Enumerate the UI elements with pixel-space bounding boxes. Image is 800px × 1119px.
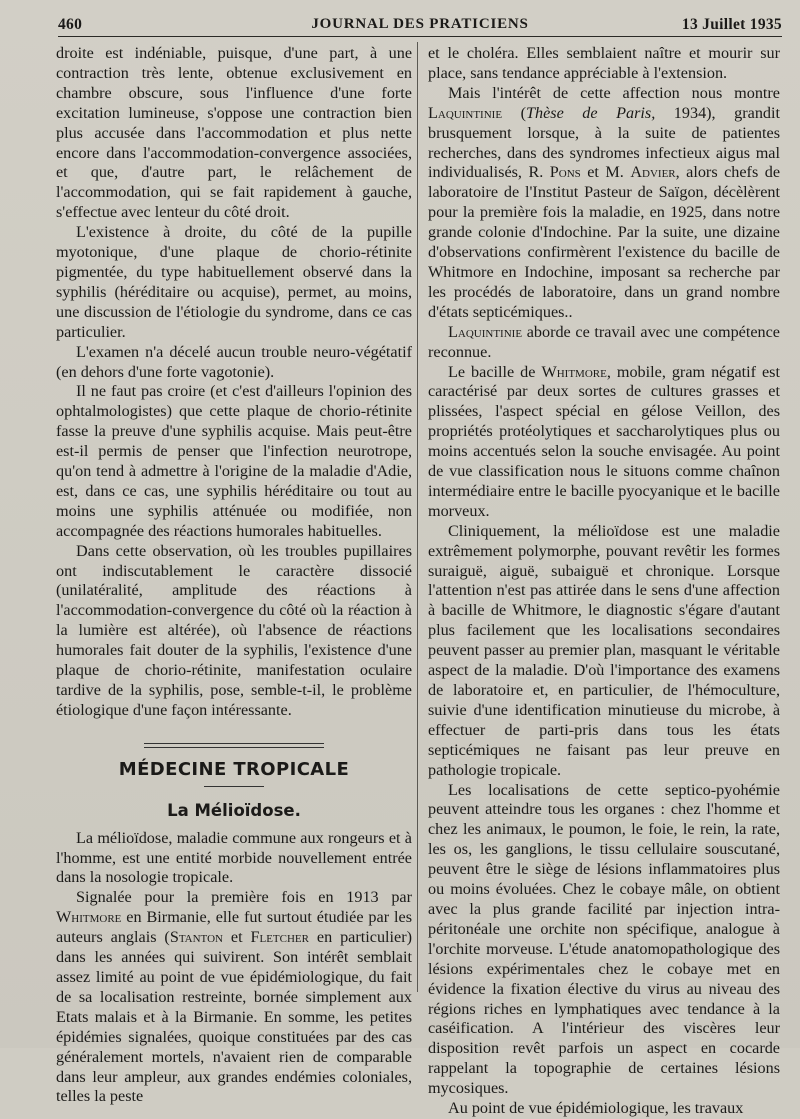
paragraph: Les localisations de cette septico-pyohémie peuvent atteindre tous les organes : chez l'homme et chez les animaux, le poumon, le foie, le rein, la rate, les os, les ganglions, le tissu cellulaire souscutané, peuvent être le siège de lésions inflammatoires plus ou moins évoluées. Chez le cobaye mâle, on obtient avec la plus grande facilité par injection intra-péritonéale une orchite non spécifique, analogue à l'orchite morveuse. L'étude anatomopathologique des lésions expérimentales chez le cobaye met en évidence la fixation élective du virus au niveau des régions riches en lymphatiques avec tendance à la caséification. A l'intérieur des viscères leur disposition revêt parfois un aspect en cocarde rappelant la topographie de certaines lésions mycosiques. xyxy=(428,780,780,1098)
paragraph: La mélioïdose, maladie commune aux rongeurs et à l'homme, est une entité morbide nouvellement entrée dans la nosologie tropicale. xyxy=(56,828,412,887)
paragraph xyxy=(428,363,780,522)
journal-title: JOURNAL DES PRATICIENS xyxy=(311,16,529,32)
author-name: Whitmore xyxy=(541,362,607,381)
author-name: Whitmore xyxy=(56,908,122,927)
author-name: Fletcher xyxy=(250,928,309,947)
author-name: Stanton xyxy=(169,928,223,947)
text-run: Mais l'intérêt de cette affection nous montre xyxy=(448,83,780,102)
short-rule-divider xyxy=(204,786,264,787)
paragraph: Au point de vue épidémiologique, les travaux xyxy=(448,1099,744,1118)
paragraph: L'examen n'a décelé aucun trouble neuro-végétatif (en dehors d'une forte vagotonie). xyxy=(56,342,412,381)
page-number: 460 xyxy=(58,16,83,33)
author-name: Pons xyxy=(549,163,581,182)
thesis-citation: Thèse de Paris, xyxy=(525,103,656,122)
text-run: et xyxy=(222,928,251,947)
text-run: 1934), grandit brusquement lorsque, à la suite de patientes recherches, dans des syndromes infectieux aigus mal individualisés, R. xyxy=(428,103,781,182)
text-run: en Birmanie, elle fut surtout étudiée par les auteurs anglais ( xyxy=(56,908,412,947)
double-rule-divider xyxy=(144,743,324,748)
section-title: MÉDECINE TROPICALE xyxy=(118,758,350,780)
paragraph: Cliniquement, la mélioïdose est une maladie extrêmement polymorphe, pouvant revêtir les formes suraiguë, aiguë, subaiguë et chronique. Lorsque l'attention n'est pas attirée dans le sens d'une affection à bacille de Whitmore, le diagnostic s'égare d'autant plus facilement que les localisations secondaires peuvent passer au premier plan, masquant le véritable aspect de la maladie. D'où l'importance des examens de laboratoire et, en particulier, de l'hémoculture, suivie d'une identification minutieuse du microbe, à effectuer de parti-pris dans tous les états septicémiques ne faisant pas leur preuve en pathologie tropicale. xyxy=(428,521,780,779)
issue-date: 13 Juillet 1935 xyxy=(681,16,782,33)
article-title: La Mélioïdose. xyxy=(167,800,301,820)
paragraph xyxy=(428,323,780,363)
author-name: Laquintinie xyxy=(448,322,523,341)
column-divider xyxy=(417,42,418,992)
left-column xyxy=(56,44,412,1107)
paragraph: L'existence à droite, du côté de la pupille myotonique, d'une plaque de chorio-rétinite pigmentée, du type habituellement observé dans la syphilis (héréditaire ou acquise), permet, au moins, une discussion de l'étiologie du syndrome, dans ce cas particulier. xyxy=(56,223,412,341)
paragraph xyxy=(56,888,412,1107)
text-run: Signalée pour la première fois en 1913 par xyxy=(76,888,412,907)
right-column xyxy=(428,44,780,1119)
paragraph: droite est indéniable, puisque, d'une part, à une contraction très lente, obtenue exclusivement en chambre obscure, sous l'influence d'une forte excitation lumineuse, s'oppose une contraction bien plus accusée dans l'accommodation et plus nette encore dans l'accommodation-convergence associées, et que, d'autre part, le relâchement de l'accommodation, qui se fait rapidement à gauche, s'effectue avec lenteur du côté droit. xyxy=(56,44,412,222)
text-run: ( xyxy=(502,103,526,122)
running-header xyxy=(58,14,782,37)
text-run: aborde ce travail avec une compétence reconnue. xyxy=(428,322,780,361)
text-run: , alors chefs de laboratoire de l'Institut Pasteur de Saïgon, décèlèrent pour la première fois la maladie, en 1925, dans notre grande colonie d'Indochine. Par la suite, une dizaine d'observations confirmèrent l'existence du bacille de Whitmore en Indochine, imposant sa recherche par les procédés de laboratoire, dans un grand nombre d'états septicémiques.. xyxy=(428,163,780,321)
paragraph: et le choléra. Elles semblaient naître et mourir sur place, sans tendance appréciable à l'extension. xyxy=(428,44,780,82)
text-run: , mobile, gram négatif est caractérisé par deux sortes de cultures grasses et plissées, l'aspect spécial en gélose Veillon, des propriétés protéolytiques et saccharolytiques plus ou moins accentués selon la souche envisagée. Au point de vue classification nous le situons comme chaînon intermédiaire entre le bacille pyocyanique et le bacille morveux. xyxy=(428,362,780,520)
author-name: Laquintinie xyxy=(428,103,503,122)
text-run: en particulier) dans les années qui suivirent. Son intérêt semblait assez limité au point de vue épidémiologique, du fait de sa localisation restreinte, bornée simplement aux Etats malais et à la Birmanie. En somme, les petites épidémies signalées, quoique constituées par des cas généralement mortels, n'avaient rien de comparable dans leur ampleur, aux grandes endémies coloniales, telles la peste xyxy=(56,928,412,1106)
paragraph: Dans cette observation, où les troubles pupillaires ont indiscutablement le caractère dissocié (unilatéralité, amplitude des réactions à l'accommodation-convergence du côté où la réaction à la lumière est altérée), où l'absence de réactions humorales fait douter de la syphilis, l'existence d'une plaque de chorio-rétinite, manifestation oculaire tardive de la syphilis, pose, semble-t-il, le problème étiologique d'une façon intéressante. xyxy=(56,541,412,719)
paragraph: Il ne faut pas croire (et c'est d'ailleurs l'opinion des ophtalmologistes) que cette plaque de chorio-rétinite fasse la preuve d'une syphilis acquise. Mais peut-être est-il permis de penser que l'infection neurotrope, qu'on tend à admettre à l'origine de la maladie d'Adie, est, dans ce cas, une syphilis héréditaire ou tout au moins une syphilis atténuée ou modifiée, non accompagnée des réactions humorales habituelles. xyxy=(56,382,412,540)
text-run: Le bacille de xyxy=(448,362,542,381)
text-run: et M. xyxy=(580,163,631,182)
author-name: Advier xyxy=(630,163,676,182)
paragraph xyxy=(428,84,780,323)
